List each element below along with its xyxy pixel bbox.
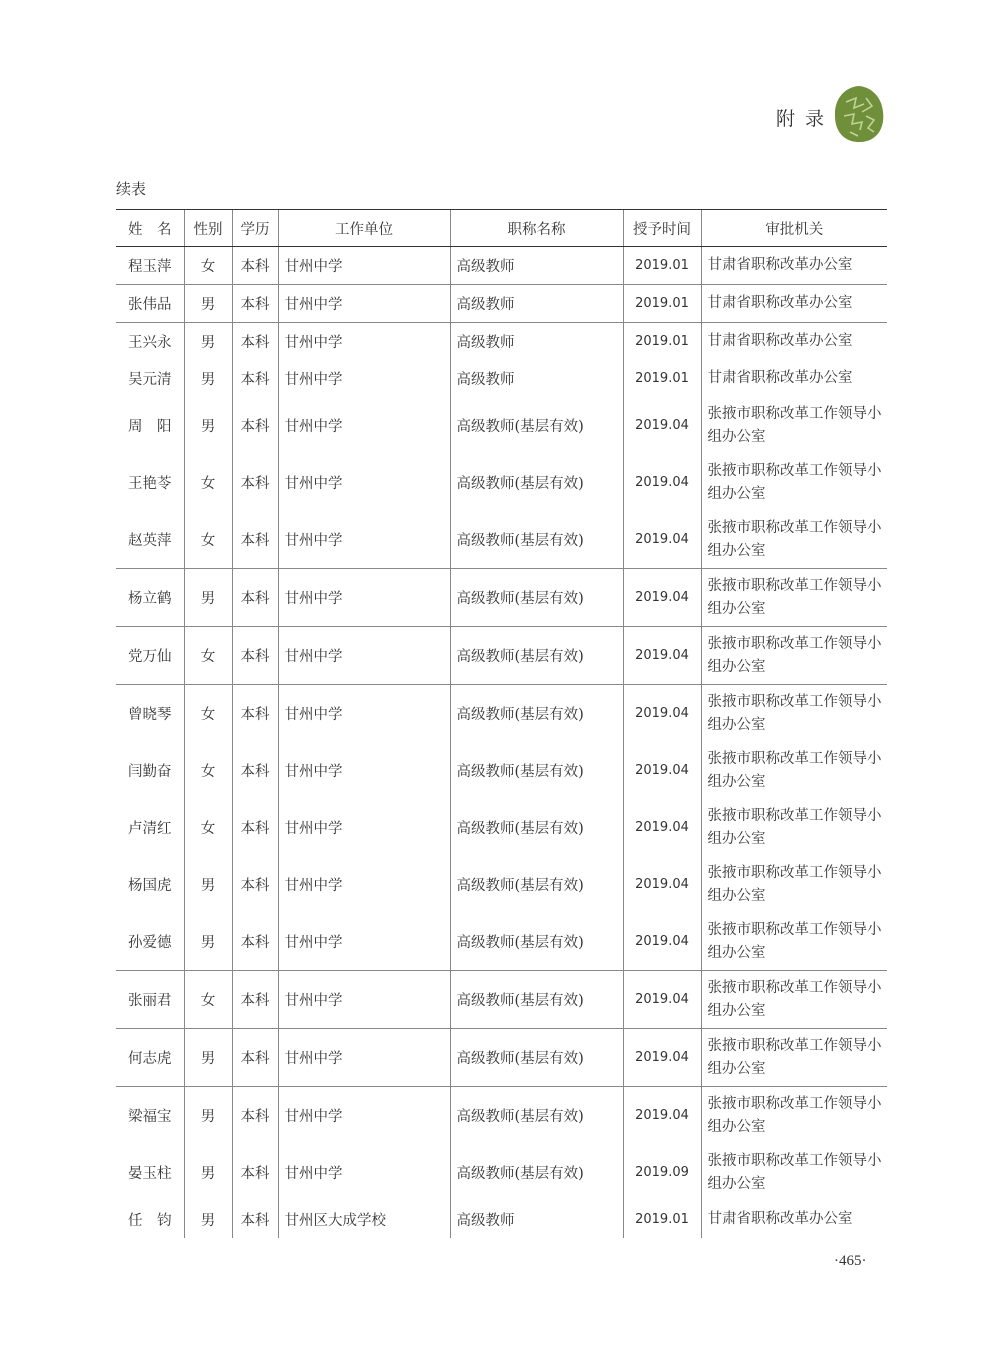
- cell-title: 高级教师(基层有效): [450, 569, 623, 627]
- cell-gender: 女: [184, 627, 232, 685]
- cell-award-time: 2019.04: [623, 397, 701, 454]
- header-award-time: 授予时间: [623, 210, 701, 247]
- cell-title: 高级教师(基层有效): [450, 511, 623, 569]
- cell-gender: 男: [184, 913, 232, 971]
- cell-title: 高级教师(基层有效): [450, 856, 623, 913]
- cell-gender: 男: [184, 1029, 232, 1087]
- header-name: 姓 名: [116, 210, 184, 247]
- cell-award-time: 2019.01: [623, 1201, 701, 1238]
- cell-approver: 张掖市职称改革工作领导小组办公室: [701, 627, 887, 685]
- cell-gender: 男: [184, 285, 232, 323]
- cell-gender: 男: [184, 1144, 232, 1201]
- cell-work-unit: 甘州中学: [278, 799, 450, 856]
- table-row: [116, 913, 887, 971]
- cell-name: 闫勤奋: [128, 764, 172, 780]
- cell-education: 本科: [232, 1144, 278, 1201]
- cell-work-unit: 甘州中学: [278, 742, 450, 799]
- cell-gender: 男: [184, 323, 232, 361]
- cell-work-unit: 甘州中学: [278, 454, 450, 511]
- cell-award-time: 2019.04: [623, 856, 701, 913]
- cell-gender: 女: [184, 742, 232, 799]
- table-row: [116, 1029, 887, 1087]
- cell-work-unit: 甘州中学: [278, 360, 450, 397]
- cell-title: 高级教师(基层有效): [450, 971, 623, 1029]
- cell-work-unit: 甘州中学: [278, 1029, 450, 1087]
- cell-title: 高级教师(基层有效): [450, 799, 623, 856]
- cell-name: 梁福宝: [116, 1087, 184, 1145]
- cell-gender: 女: [184, 454, 232, 511]
- cell-name: 程玉萍: [128, 259, 172, 275]
- cell-award-time: 2019.01: [623, 247, 701, 285]
- cell-education: 本科: [232, 971, 278, 1029]
- cell-award-time: 2019.04: [623, 1087, 701, 1145]
- cell-award-time: 2019.09: [623, 1144, 701, 1201]
- table-row: [116, 971, 887, 1029]
- cell-gender: 女: [184, 799, 232, 856]
- cell-work-unit: 甘州中学: [278, 856, 450, 913]
- table-row: [116, 1144, 887, 1201]
- cell-title: 高级教师(基层有效): [450, 1144, 623, 1201]
- cell-approver: 张掖市职称改革工作领导小组办公室: [701, 454, 887, 511]
- table-caption: 续表: [116, 180, 147, 198]
- cell-title: 高级教师(基层有效): [450, 397, 623, 454]
- cell-work-unit: 甘州中学: [278, 971, 450, 1029]
- cell-title: 高级教师: [450, 323, 623, 361]
- cell-name: 周 阳: [128, 419, 172, 435]
- table-row: [116, 685, 887, 743]
- cell-name: 孙爱德: [128, 935, 172, 951]
- cell-education: 本科: [232, 1087, 278, 1145]
- cell-work-unit: 甘州中学: [278, 285, 450, 323]
- cell-work-unit: 甘州中学: [278, 397, 450, 454]
- cell-approver: 张掖市职称改革工作领导小组办公室: [701, 511, 887, 569]
- cell-award-time: 2019.04: [623, 569, 701, 627]
- table-row: [116, 247, 887, 285]
- cell-award-time: 2019.04: [623, 685, 701, 743]
- table-row: [116, 569, 887, 627]
- cell-approver: 张掖市职称改革工作领导小组办公室: [701, 913, 887, 971]
- cell-work-unit: 甘州中学: [278, 323, 450, 361]
- cell-name: 吴元清: [128, 372, 172, 388]
- cell-education: 本科: [232, 799, 278, 856]
- cell-name: 任 钧: [128, 1213, 172, 1229]
- cell-approver: 张掖市职称改革工作领导小组办公室: [701, 569, 887, 627]
- cell-work-unit: 甘州中学: [278, 1144, 450, 1201]
- cell-name: 杨国虎: [128, 878, 172, 894]
- cell-gender: 男: [184, 397, 232, 454]
- cell-work-unit: 甘州中学: [278, 1087, 450, 1145]
- header-work-unit: 工作单位: [278, 210, 450, 247]
- cell-education: 本科: [232, 285, 278, 323]
- cell-gender: 男: [184, 856, 232, 913]
- cell-approver: 张掖市职称改革工作领导小组办公室: [701, 856, 887, 913]
- cell-award-time: 2019.04: [623, 799, 701, 856]
- cell-education: 本科: [232, 397, 278, 454]
- cell-gender: 男: [184, 569, 232, 627]
- table-row: [116, 511, 887, 569]
- header-approver: 审批机关: [701, 210, 887, 247]
- table-row: [116, 454, 887, 511]
- cell-approver: 甘肃省职称改革办公室: [701, 360, 887, 397]
- cell-name: 张伟品: [116, 285, 184, 323]
- cell-education: 本科: [232, 685, 278, 743]
- cell-approver: 张掖市职称改革工作领导小组办公室: [701, 742, 887, 799]
- cell-award-time: 2019.01: [623, 360, 701, 397]
- cell-approver: 甘肃省职称改革办公室: [701, 1201, 887, 1238]
- table-row: [116, 856, 887, 913]
- cell-name: 晏玉柱: [128, 1166, 172, 1182]
- cell-gender: 男: [184, 360, 232, 397]
- cell-approver: 张掖市职称改革工作领导小组办公室: [701, 1087, 887, 1145]
- cell-name: 张丽君: [116, 971, 184, 1029]
- cell-name: 杨立鹤: [116, 569, 184, 627]
- header-title: 职称名称: [450, 210, 623, 247]
- cell-name: 党万仙: [116, 627, 184, 685]
- cell-name: 卢清红: [128, 821, 172, 837]
- cell-work-unit: 甘州中学: [278, 511, 450, 569]
- cell-approver: 张掖市职称改革工作领导小组办公室: [701, 1029, 887, 1087]
- cell-approver: 张掖市职称改革工作领导小组办公室: [701, 397, 887, 454]
- section-label: 附 录: [776, 108, 827, 130]
- cell-work-unit: 甘州中学: [278, 913, 450, 971]
- cell-gender: 男: [184, 1201, 232, 1238]
- table-row: [116, 1087, 887, 1145]
- cell-gender: 女: [184, 971, 232, 1029]
- cell-title: 高级教师: [450, 360, 623, 397]
- cell-award-time: 2019.01: [623, 285, 701, 323]
- cell-education: 本科: [232, 569, 278, 627]
- cell-title: 高级教师(基层有效): [450, 913, 623, 971]
- cell-work-unit: 甘州中学: [278, 247, 450, 285]
- cell-award-time: 2019.01: [623, 323, 701, 361]
- cell-approver: 张掖市职称改革工作领导小组办公室: [701, 799, 887, 856]
- cell-title: 高级教师(基层有效): [450, 1087, 623, 1145]
- table-row: [116, 285, 887, 323]
- cell-education: 本科: [232, 627, 278, 685]
- cell-approver: 张掖市职称改革工作领导小组办公室: [701, 685, 887, 743]
- cell-education: 本科: [232, 742, 278, 799]
- table-row: [116, 799, 887, 856]
- cell-education: 本科: [232, 913, 278, 971]
- cell-work-unit: 甘州中学: [278, 685, 450, 743]
- cell-name: 赵英萍: [128, 533, 172, 549]
- cell-award-time: 2019.04: [623, 913, 701, 971]
- cell-title: 高级教师(基层有效): [450, 685, 623, 743]
- page-number: ·465·: [834, 1253, 867, 1269]
- cell-title: 高级教师: [450, 1201, 623, 1238]
- table-header-row: [116, 210, 887, 247]
- cell-education: 本科: [232, 1201, 278, 1238]
- cell-education: 本科: [232, 247, 278, 285]
- cell-work-unit: 甘州区大成学校: [278, 1201, 450, 1238]
- cell-award-time: 2019.04: [623, 454, 701, 511]
- seal-icon: [832, 84, 886, 144]
- cell-award-time: 2019.04: [623, 511, 701, 569]
- table-row: [116, 1201, 887, 1238]
- table-row: [116, 323, 887, 361]
- cell-work-unit: 甘州中学: [278, 569, 450, 627]
- cell-approver: 张掖市职称改革工作领导小组办公室: [701, 971, 887, 1029]
- header-education: 学历: [232, 210, 278, 247]
- cell-name: 王艳苓: [128, 476, 172, 492]
- table-row: [116, 627, 887, 685]
- table-row: [116, 397, 887, 454]
- cell-title: 高级教师(基层有效): [450, 1029, 623, 1087]
- cell-gender: 女: [184, 247, 232, 285]
- cell-education: 本科: [232, 856, 278, 913]
- cell-title: 高级教师: [450, 247, 623, 285]
- cell-education: 本科: [232, 360, 278, 397]
- cell-approver: 甘肃省职称改革办公室: [701, 247, 887, 285]
- cell-name: 王兴永: [116, 323, 184, 361]
- cell-name: 曾晓琴: [116, 685, 184, 743]
- cell-name: 何志虎: [116, 1029, 184, 1087]
- cell-award-time: 2019.04: [623, 1029, 701, 1087]
- header-gender: 性别: [184, 210, 232, 247]
- cell-title: 高级教师(基层有效): [450, 627, 623, 685]
- cell-gender: 男: [184, 1087, 232, 1145]
- cell-award-time: 2019.04: [623, 971, 701, 1029]
- cell-education: 本科: [232, 511, 278, 569]
- cell-approver: 甘肃省职称改革办公室: [701, 285, 887, 323]
- cell-gender: 女: [184, 685, 232, 743]
- cell-award-time: 2019.04: [623, 742, 701, 799]
- cell-award-time: 2019.04: [623, 627, 701, 685]
- cell-title: 高级教师(基层有效): [450, 454, 623, 511]
- cell-approver: 甘肃省职称改革办公室: [701, 323, 887, 361]
- cell-gender: 女: [184, 511, 232, 569]
- cell-education: 本科: [232, 323, 278, 361]
- cell-title: 高级教师: [450, 285, 623, 323]
- table-row: [116, 742, 887, 799]
- cell-approver: 张掖市职称改革工作领导小组办公室: [701, 1144, 887, 1201]
- record-table: [116, 209, 887, 1238]
- cell-title: 高级教师(基层有效): [450, 742, 623, 799]
- cell-education: 本科: [232, 454, 278, 511]
- cell-work-unit: 甘州中学: [278, 627, 450, 685]
- table-row: [116, 360, 887, 397]
- cell-education: 本科: [232, 1029, 278, 1087]
